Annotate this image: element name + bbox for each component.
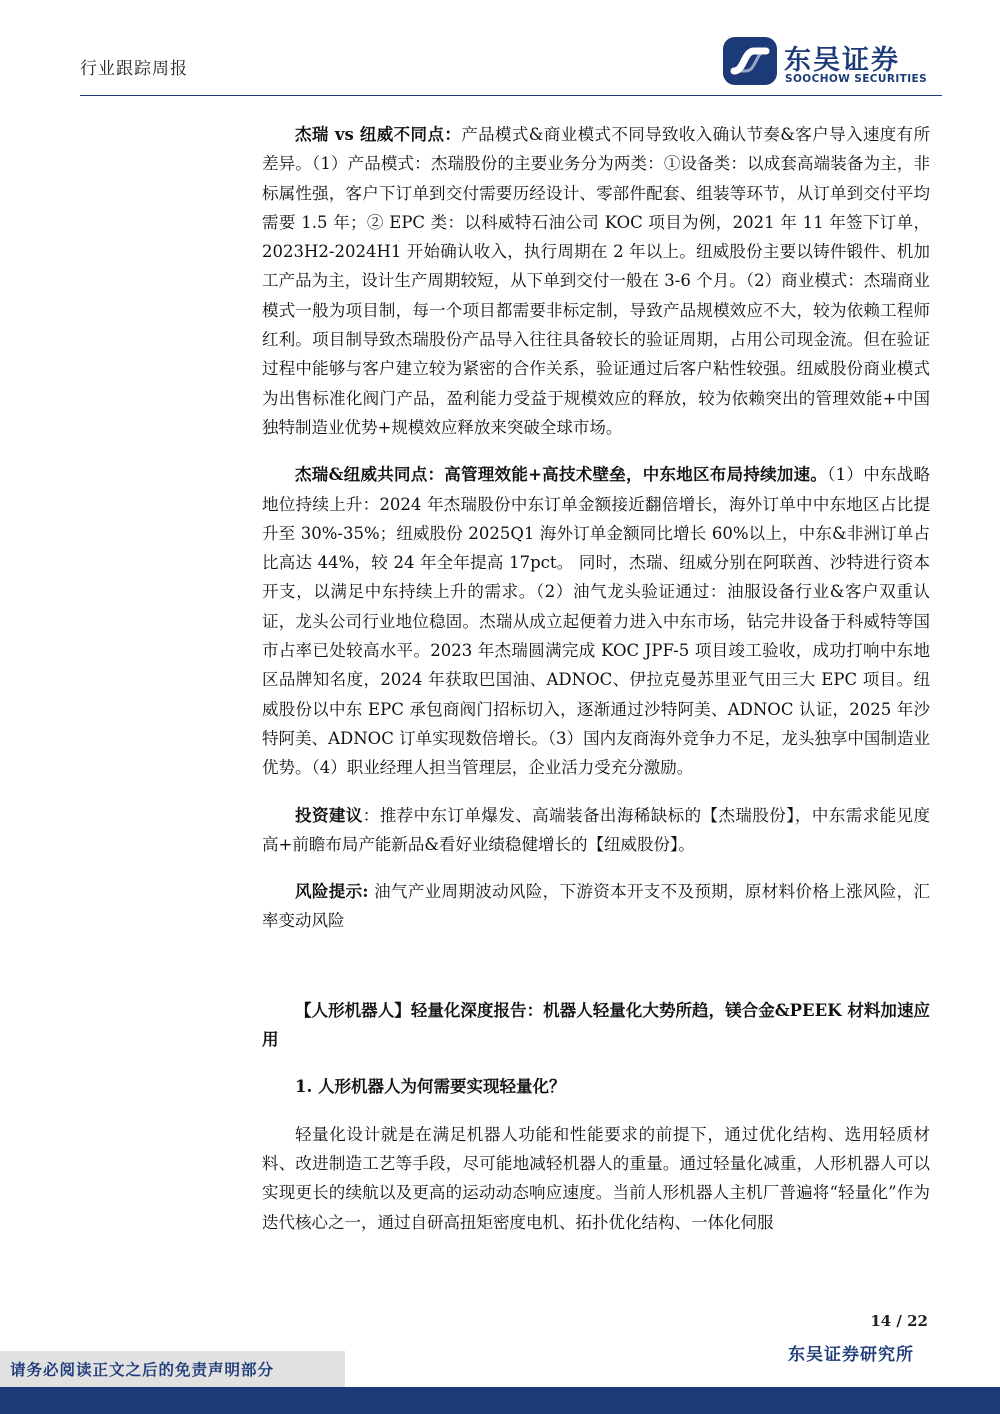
section-title-robot: 【人形机器人】轻量化深度报告：机器人轻量化大势所趋，镁合金&PEEK 材料加速应用 (262, 1000, 930, 1050)
page-number: 14 / 22 (870, 1312, 928, 1330)
differences-lead: 杰瑞 vs 纽威不同点： (295, 125, 462, 144)
brand-logo (722, 36, 942, 86)
similarities-lead: 杰瑞&纽威共同点：高管理效能+高技术壁垒，中东地区布局持续加速。 (295, 465, 828, 485)
paragraph-differences (262, 120, 930, 442)
footer-band (0, 1387, 1000, 1414)
report-body (262, 120, 930, 1237)
paragraph-risk (262, 877, 930, 936)
logo-chinese-text: 东吴证券 (784, 45, 900, 76)
logo-english-text: SOOCHOW SECURITIES (785, 73, 928, 85)
investment-text: ：推荐中东订单爆发、高端装备出海稀缺标的【杰瑞股份】，中东需求能见度高+前瞻布局产能新品&看好业绩稳健增长的【纽威股份】。 (262, 805, 931, 854)
footer-disclaimer: 请务必阅读正文之后的免责声明部分 (10, 1361, 275, 1379)
subsection-heading: 1. 人形机器人为何需要实现轻量化？ (295, 1077, 566, 1097)
risk-text: 油气产业周期波动风险，下游资本开支不及预期，原材料价格上涨风险，汇率变动风险 (262, 882, 930, 931)
report-type-label: 行业跟踪周报 (80, 59, 188, 79)
paragraph-lightweight: 轻量化设计就是在满足机器人功能和性能要求的前提下，通过优化结构、选用轻质材料、改进制造工艺等手段，尽可能地减轻机器人的重量。通过轻量化减重，人形机器人可以实现更长的续航以及更高的运动动态响应速度。当前人形机器人主机厂普遍将“轻量化”作为迭代核心之一，通过自研高扭矩密度电机、拓扑优化结构、一体化伺服 (262, 1124, 930, 1232)
investment-lead: 投资建议 (295, 805, 363, 825)
differences-text: 产品模式&商业模式不同导致收入确认节奏&客户导入速度有所差异。（1）产品模式：杰瑞股份的主要业务分为两类：①设备类：以成套高端装备为主，非标属性强，客户下订单到交付需要历经设计、零部件配套、组装等环节，从订单到交付平均需要 1.5 年；② EPC 类：以科威特石油公司 KOC 项目为例，2021 年 11 年签下订单，2023H2-2024H1 开始确认收入，执行周期在 2 年以上。纽威股份主要以铸件锻件、机加工产品为主，设计生产周期较短，从下单到交付一般在 3-6 个月。（2）商业模式：杰瑞商业模式一般为项目制，每一个项目都需要非标定制，导致产品规模效应不大，较为依赖工程师红利。项目制导致杰瑞股份产品导入往往具备较长的验证周期，占用公司现金流。但在验证过程中能够与客户建立较为紧密的合作关系，验证通过后客户粘性较强。纽威股份商业模式为出售标准化阀门产品，盈利能力受益于规模效应的释放，较为依赖突出的管理效能+中国独特制造业优势+规模效应释放来突破全球市场。 (262, 125, 930, 437)
paragraph-similarities (262, 460, 930, 782)
similarities-text: （1）中东战略地位持续上升：2024 年杰瑞股份中东订单金额接近翻倍增长，海外订单中中东地区占比提升至 30%-35%；纽威股份 2025Q1 海外订单金额同比增长 60%以上，中东&非洲订单占比高达 44%，较 24 年全年提高 17pct。 同时，杰瑞、纽威分别在阿联酋、沙特进行资本开支，以满足中东持续上升的需求。（2）油气龙头验证通过：油服设备行业&客户双重认证，龙头公司行业地位稳固。杰瑞从成立起便着力进入中东市场，钻完井设备于科威特等国市占率已处较高水平。2023 年杰瑞圆满完成 KOC JPF-5 项目竣工验收，成功打响中东地区品牌知名度，2024 年获取巴国油、ADNOC、伊拉克曼苏里亚气田三大 EPC 项目。纽威股份以中东 EPC 承包商阀门招标切入，逐渐通过沙特阿美、ADNOC 认证，2025 年沙特阿美、ADNOC 订单实现数倍增长。（3）国内友商海外竞争力不足，龙头独享中国制造业优势。（4）职业经理人担当管理层，企业活力受充分激励。 (262, 465, 930, 778)
soochow-logo-icon (722, 36, 778, 86)
paragraph-investment (262, 801, 930, 860)
risk-lead: 风险提示: (295, 882, 369, 902)
footer-institute: 东吴证券研究所 (788, 1345, 914, 1365)
header-divider (80, 95, 942, 96)
